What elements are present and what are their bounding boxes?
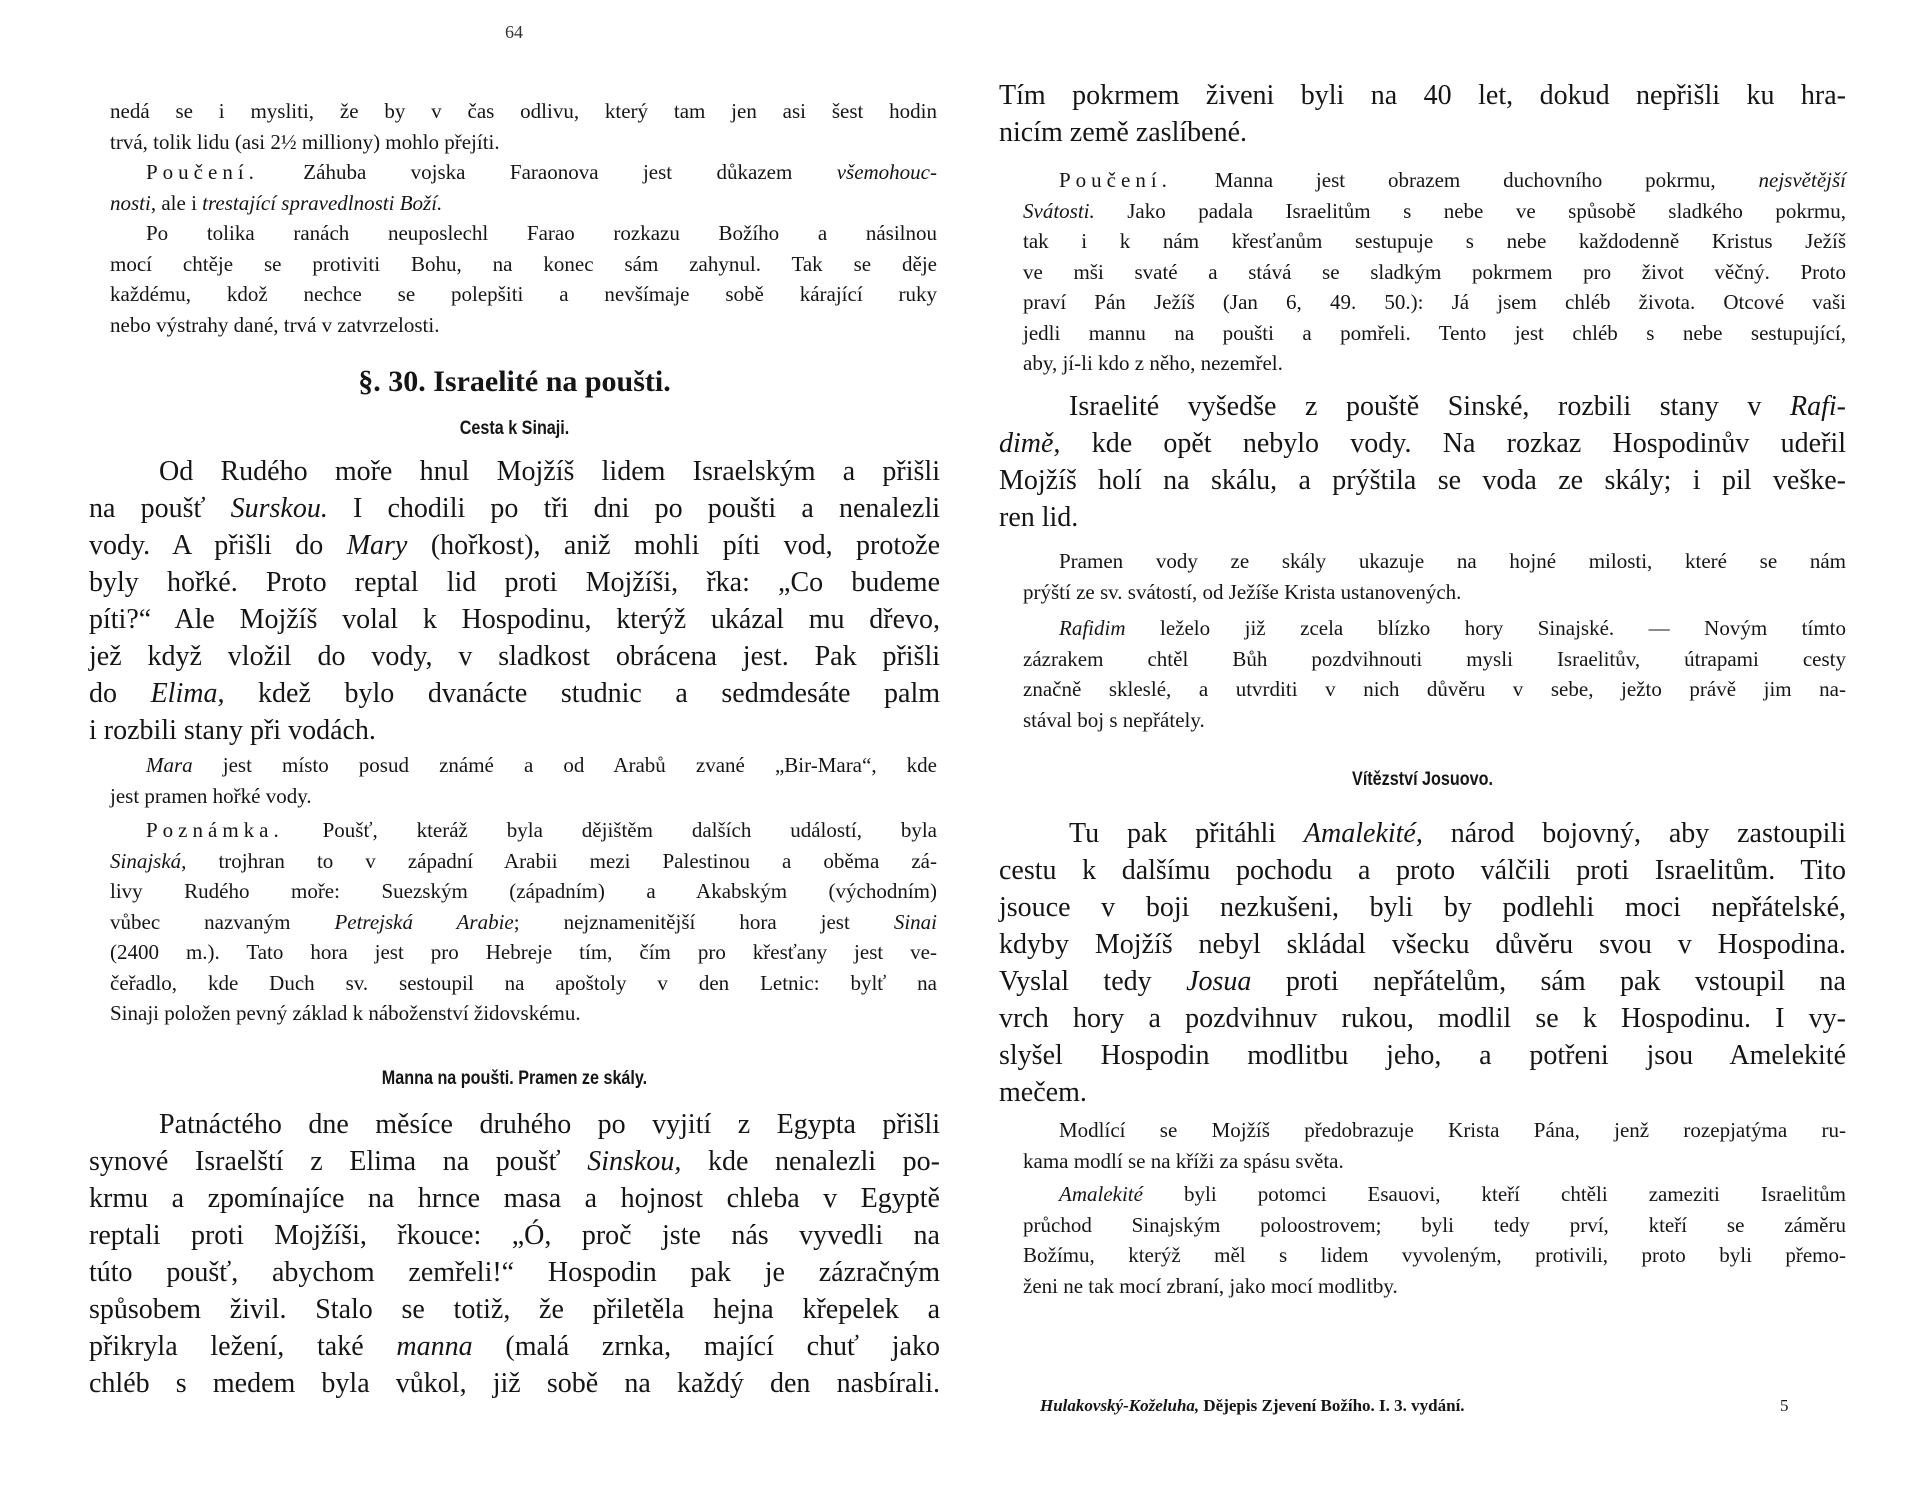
italic-run: Sinajská,	[110, 848, 187, 873]
text-line	[1023, 1210, 1846, 1241]
text-line	[110, 750, 937, 781]
text-line	[110, 907, 937, 938]
text-line	[89, 564, 940, 601]
text-run: Poušť, kteráž byla dějištěm dalších událostí, byla	[283, 818, 937, 842]
text-run: krmu a zpomínajíce na hrnce masa a hojnost chleba v Egyptě	[89, 1183, 940, 1214]
footer-author: Hulakovský-Koželuha,	[1040, 1396, 1200, 1415]
paragraph-poznamka	[110, 815, 937, 1029]
subheading-vitezstvi: Vítězství Josuovo.	[1352, 769, 1493, 790]
text-line	[110, 127, 937, 158]
text-line	[89, 1180, 940, 1217]
italic-run: Mary	[346, 530, 408, 561]
text-run: píti?“ Ale Mojžíš volal k Hospodinu, kterýž ukázal mu dřevo,	[89, 604, 940, 635]
text-run: prýští ze sv. svátostí, od Ježíše Krista ustanovených.	[1023, 579, 1462, 604]
text-line	[110, 310, 937, 341]
paragraph-farao	[110, 218, 937, 340]
text-line	[1023, 226, 1846, 257]
text-run: ; nejznamenitější hora jest	[513, 909, 894, 934]
text-line	[999, 963, 1846, 1000]
text-line	[999, 114, 1846, 151]
text-run: nebo výstrahy dané, trvá v zatvrzelosti.	[110, 312, 440, 337]
text-run: vody. A přišli do	[89, 530, 347, 561]
text-run: Sinaji položen pevný základ k náboženství židovskému.	[110, 1001, 581, 1025]
text-run: Záhuba vojska Faraonova jest důkazem	[258, 160, 837, 184]
text-line	[999, 425, 1846, 462]
text-run: Israelité vyšedše z pouště Sinské, rozbili stany v	[1069, 391, 1790, 422]
text-line	[1023, 348, 1846, 379]
text-run: do	[89, 678, 151, 709]
text-run: Od Rudého moře hnul Mojžíš lidem Israelským a přišli	[159, 456, 940, 487]
text-run: kde opět nebylo vody. Na rozkaz Hospodinův udeřil	[1060, 428, 1846, 459]
text-line	[89, 490, 940, 527]
text-run: jsouce v boji nezkušeni, byli by podlehli moci nepřátelské,	[999, 892, 1846, 923]
text-run: chléb s medem byla vůkol, již sobě na každý den nasbírali.	[89, 1368, 940, 1399]
text-run: nicím země zaslíbené.	[999, 117, 1247, 148]
text-line	[999, 499, 1846, 536]
italic-run: Josua	[1186, 966, 1252, 997]
text-run: Patnáctého dne měsíce druhého po vyjití z Egypta přišli	[159, 1109, 940, 1140]
italic-run: manna	[396, 1331, 473, 1362]
text-line	[1023, 257, 1846, 288]
text-line	[89, 453, 940, 490]
italic-run: Petrejská Arabie	[334, 909, 514, 934]
text-run: zázrakem chtěl Bůh pozdvihnouti mysli Israelitův, útrapami cesty	[1023, 646, 1846, 671]
spaced-label: Poučení.	[1059, 168, 1172, 192]
text-run: leželo již zcela blízko hory Sinajské. — Novým tímto	[1125, 616, 1846, 640]
text-run: Jako padala Israelitům s nebe ve spůsobě sladkého pokrmu,	[1094, 198, 1846, 223]
paragraph-josua	[999, 815, 1846, 1111]
paragraph-mara	[110, 750, 937, 811]
text-line	[89, 1254, 940, 1291]
text-line	[110, 249, 937, 280]
page-footer	[1040, 1396, 1465, 1416]
text-line	[999, 889, 1846, 926]
text-run: kama modlí se na kříži za spásu světa.	[1023, 1148, 1344, 1173]
text-run: Modlící se Mojžíš předobrazuje Krista Pána, jenž rozepjatýma ru-	[1059, 1118, 1846, 1142]
text-run: každému, kdož nechce se polepšiti a nevšímaje sobě kárající ruky	[110, 282, 937, 306]
text-line	[1023, 1271, 1846, 1302]
subheading-manna: Manna na poušti. Pramen ze skály.	[381, 1068, 648, 1089]
text-run: vůbec nazvaným	[110, 909, 335, 934]
text-run: reptali proti Mojžíši, řkouce: „Ó, proč jste nás vyvedli na	[89, 1220, 940, 1251]
text-run: praví Pán Ježíš (Jan 6, 49. 50.): Já jsem chléb života. Otcové vaši	[1023, 290, 1846, 314]
italic-run: Amalekité,	[1303, 818, 1423, 849]
text-run: kde nenalezli po-	[681, 1146, 940, 1177]
paragraph-manna	[89, 1106, 940, 1402]
text-line	[89, 601, 940, 638]
text-run: Pramen vody ze skály ukazuje na hojné milosti, které se nám	[1059, 549, 1846, 573]
text-run: mečem.	[999, 1077, 1087, 1108]
text-line	[110, 96, 937, 127]
text-line	[1023, 1179, 1846, 1210]
text-line	[89, 527, 940, 564]
text-run: (2400 m.). Tato hora jest pro Hebreje tím, čím pro křesťany jest ve-	[110, 940, 937, 964]
text-run: jest pramen hořké vody.	[110, 783, 312, 808]
text-run: Manna jest obrazem duchovního pokrmu,	[1171, 168, 1759, 192]
paragraph-amalekite	[1023, 1179, 1846, 1301]
text-line	[1023, 165, 1846, 196]
text-line	[110, 781, 937, 812]
spaced-label: Poznámka.	[146, 818, 284, 842]
text-line	[1023, 577, 1846, 608]
text-run: cestu k dalšímu pochodu a proto válčili proti Israelitům. Tito	[999, 855, 1846, 886]
text-line	[89, 1106, 940, 1143]
text-run: ve mši svaté a stává se sladkým pokrmem pro život věčný. Proto	[1023, 259, 1846, 284]
text-line	[89, 1217, 940, 1254]
text-run: značně skleslé, a utvrditi v nich důvěru v sebe, ježto právě jim na-	[1023, 677, 1846, 701]
italic-run: Rafidim	[1059, 616, 1126, 640]
paragraph-modlici	[1023, 1115, 1846, 1176]
italic-run: Sinskou,	[587, 1146, 682, 1177]
italic-run: dimě,	[999, 428, 1061, 459]
spaced-label: Poučení.	[146, 160, 259, 184]
text-run: slyšel Hospodin modlitbu jeho, a potřeni jsou Amelekité	[999, 1040, 1846, 1071]
text-line	[999, 1074, 1846, 1111]
text-line	[1023, 613, 1846, 644]
text-line	[1023, 318, 1846, 349]
text-line	[999, 77, 1846, 114]
signature-mark: 5	[1780, 1396, 1789, 1415]
text-line	[1023, 1115, 1846, 1146]
paragraph-rafidim	[999, 388, 1846, 536]
text-run: (hořkost), aniž mohli píti vod, protože	[407, 530, 941, 561]
text-run: stával boj s nepřátely.	[1023, 707, 1205, 732]
italic-run: Elima,	[150, 678, 225, 709]
text-line	[1023, 287, 1846, 318]
text-run: Mojžíš holí na skálu, a prýštila se voda ze skály; i pil veške-	[999, 465, 1846, 496]
text-run: kdyby Mojžíš nebyl skládal všecku důvěru svou v Hospodina.	[999, 929, 1846, 960]
text-line	[999, 815, 1846, 852]
text-line	[110, 188, 937, 219]
paragraph-rafidim-note	[1023, 613, 1846, 735]
text-run: národ bojovný, aby zastoupili	[1422, 818, 1846, 849]
text-line	[110, 876, 937, 907]
text-line	[110, 998, 937, 1029]
text-run: vrch hory a pozdvihnuv rukou, modlil se k Hospodinu. I vy-	[999, 1003, 1846, 1034]
text-line	[89, 1365, 940, 1402]
text-run: byly hořké. Proto reptal lid proti Mojžíši, řka: „Co budeme	[89, 567, 940, 598]
paragraph-red-sea-end	[110, 96, 937, 157]
text-line	[89, 712, 940, 749]
text-line	[89, 1291, 940, 1328]
italic-run: Sinai	[893, 909, 937, 934]
paragraph-pouceni-manna	[1023, 165, 1846, 379]
text-run: túto poušť, abychom zemřeli!“ Hospodin pak je zázračným	[89, 1257, 940, 1288]
text-run: ženi ne tak mocí zbraní, jako mocí modlitby.	[1023, 1273, 1398, 1298]
italic-run: Svátosti.	[1023, 198, 1095, 223]
italic-run: nosti	[110, 190, 151, 215]
text-run: Božímu, kterýž měl s lidem vyvoleným, protivili, proto byli přemo-	[1023, 1243, 1846, 1267]
text-run: aby, jí-li kdo z něho, nezemřel.	[1023, 351, 1283, 375]
section-heading: §. 30. Israelité na poušti.	[358, 365, 671, 398]
italic-run: Amalekité	[1059, 1182, 1143, 1206]
paragraph-cesta	[89, 453, 940, 749]
text-line	[1023, 1240, 1846, 1271]
text-run: Vyslal tedy	[999, 966, 1187, 997]
italic-run: všemohouc-	[836, 160, 937, 184]
text-run: byli potomci Esauovi, kteří chtěli zameziti Israelitům	[1142, 1182, 1846, 1206]
paragraph-manna-cont	[999, 77, 1846, 151]
text-run: Tu pak přitáhli	[1069, 818, 1304, 849]
text-run: kdež bylo dvanácte studnic a sedmdesáte palm	[224, 678, 940, 709]
text-line	[1023, 1146, 1846, 1177]
text-run: ren lid.	[999, 502, 1079, 533]
text-line	[89, 1143, 940, 1180]
text-run: jedli mannu na poušti a pomřeli. Tento jest chléb s nebe sestupující,	[1023, 320, 1846, 345]
text-run: I chodili po tři dni po poušti a nenalezli	[327, 493, 941, 524]
text-line	[999, 462, 1846, 499]
footer-title: Dějepis Zjevení Božího. I. 3. vydání.	[1199, 1396, 1465, 1415]
text-run: Tím pokrmem živeni byli na 40 let, dokud nepřišli ku hra-	[999, 80, 1846, 111]
text-run: nedá se i mysliti, že by v čas odlivu, který tam jen asi šest hodin	[110, 99, 937, 123]
text-line	[89, 638, 940, 675]
subheading-cesta: Cesta k Sinaji.	[459, 418, 570, 439]
page-number: 64	[505, 22, 523, 42]
paragraph-pramen	[1023, 546, 1846, 607]
right-page	[962, 0, 1924, 1500]
text-run: přikryla ležení, také	[89, 1331, 397, 1362]
text-run: trojhran to v západní Arabii mezi Palestinou a oběma zá-	[186, 848, 937, 873]
italic-run: Mara	[146, 753, 193, 777]
text-run: proti nepřátelům, sám pak vstoupil na	[1251, 966, 1846, 997]
text-run: synové Israelští z Elima na poušť	[89, 1146, 588, 1177]
text-line	[999, 1000, 1846, 1037]
text-line	[1023, 705, 1846, 736]
text-line	[999, 1037, 1846, 1074]
text-line	[110, 157, 937, 188]
text-run: jest místo posud známé a od Arabů zvané „Bir-Mara“, kde	[192, 753, 937, 777]
text-run: i rozbili stany při vodách.	[89, 715, 376, 746]
text-run: tak i k nám křesťanům sestupuje s nebe každodenně Kristus Ježíš	[1023, 229, 1846, 253]
text-run: , ale i	[150, 190, 203, 215]
italic-run: Surskou.	[230, 493, 328, 524]
text-line	[89, 675, 940, 712]
text-line	[1023, 644, 1846, 675]
text-run: čeřadlo, kde Duch sv. sestoupil na apoštoly v den Letnic: bylť na	[110, 970, 937, 995]
text-line	[110, 815, 937, 846]
text-line	[110, 846, 937, 877]
italic-run: nejsvětější	[1758, 168, 1846, 192]
text-run: (malá zrnka, mající chuť jako	[472, 1331, 940, 1362]
text-run: jež když vložil do vody, v sladkost obrácena jest. Pak přišli	[89, 641, 940, 672]
text-line	[1023, 546, 1846, 577]
text-run: trvá, tolik lidu (asi 2½ milliony) mohlo přejíti.	[110, 129, 500, 154]
text-line	[1023, 196, 1846, 227]
italic-run: Rafi-	[1790, 391, 1846, 422]
paragraph-pouceni	[110, 157, 937, 218]
italic-run: trestající spravedlnosti Boží.	[202, 190, 443, 215]
text-line	[110, 968, 937, 999]
text-line	[110, 937, 937, 968]
text-line	[89, 1328, 940, 1365]
text-run: livy Rudého moře: Suezským (západním) a Akabským (východním)	[110, 879, 937, 903]
text-line	[110, 279, 937, 310]
text-run: Po tolika ranách neuposlechl Farao rozkazu Božího a násilnou	[146, 221, 937, 245]
text-line	[110, 218, 937, 249]
text-line	[1023, 674, 1846, 705]
text-line	[999, 852, 1846, 889]
text-line	[999, 926, 1846, 963]
text-run: na poušť	[89, 493, 231, 524]
text-line	[999, 388, 1846, 425]
text-run: průchod Sinajským poloostrovem; byli tedy prví, kteří se záměru	[1023, 1212, 1846, 1237]
text-run: spůsobem živil. Stalo se totiž, že přiletěla hejna křepelek a	[89, 1294, 940, 1325]
text-run: mocí chtěje se protiviti Bohu, na konec sám zahynul. Tak se děje	[110, 251, 937, 276]
